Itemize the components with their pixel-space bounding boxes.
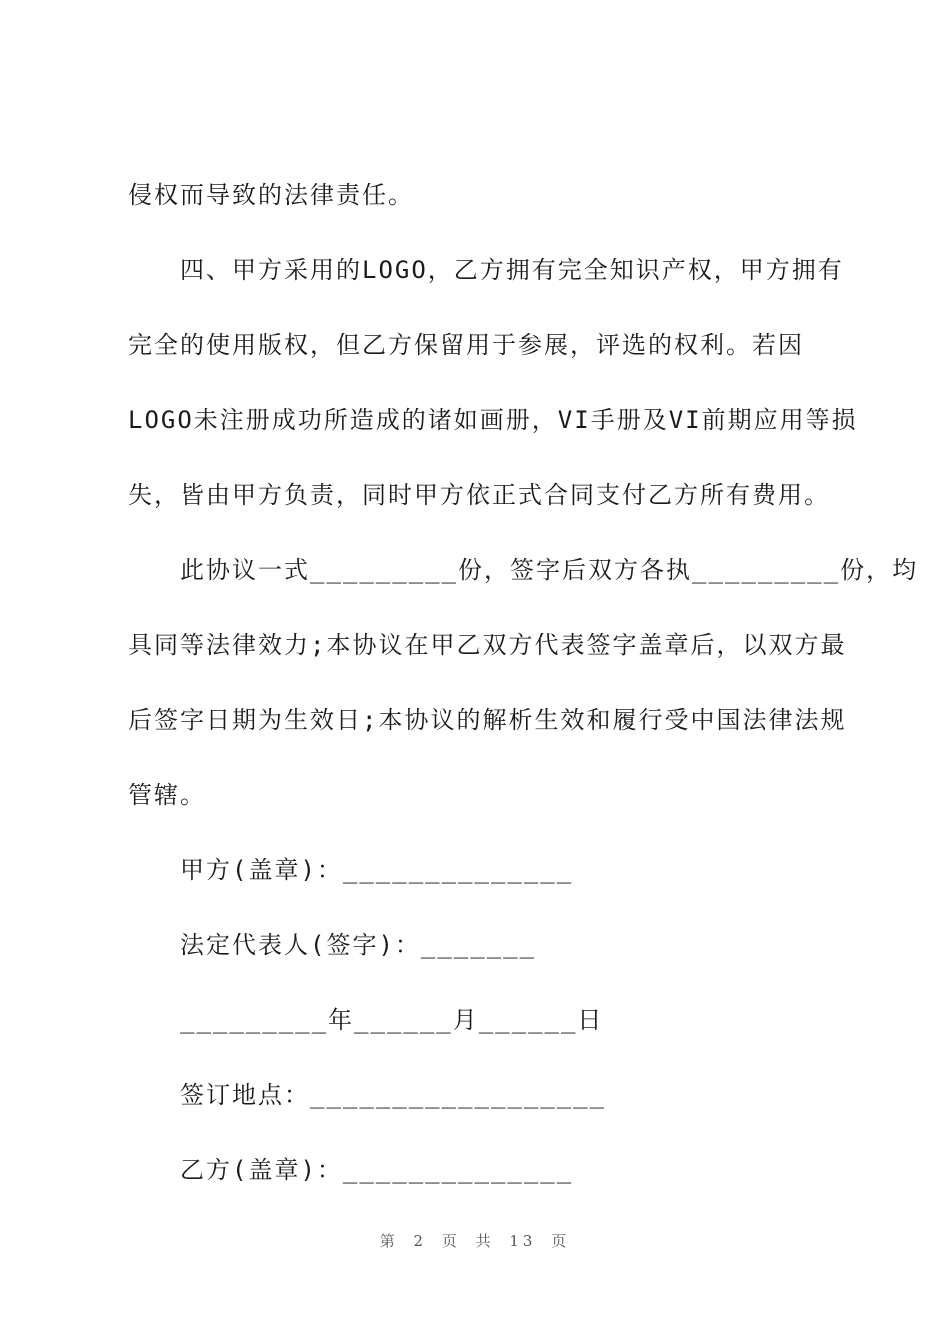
text-line-5: 失，皆由甲方负责，同时甲方依正式合同支付乙方所有费用。 (128, 481, 830, 509)
text-line-7: 具同等法律效力;本协议在甲乙双方代表签字盖章后，以双方最 (128, 631, 847, 659)
text-line-9: 管辖。 (128, 781, 206, 809)
text-line-4: LOGO未注册成功所造成的诸如画册，VI手册及VI前期应用等损 (128, 406, 858, 434)
text-line-2: 四、甲方采用的LOGO，乙方拥有完全知识产权，甲方拥有 (180, 256, 844, 284)
signature-party-b: 乙方(盖章)：______________ (180, 1156, 574, 1184)
signature-party-a: 甲方(盖章)：______________ (180, 856, 574, 884)
text-line-8: 后签字日期为生效日;本协议的解析生效和履行受中国法律法规 (128, 706, 847, 734)
text-line-3: 完全的使用版权，但乙方保留用于参展，评选的权利。若因 (128, 331, 804, 359)
signature-place: 签订地点：__________________ (180, 1081, 607, 1109)
text-line-6: 此协议一式_________份，签字后双方各执_________份，均 (180, 556, 919, 584)
page-number-footer: 第 2 页 共 13 页 (379, 1232, 571, 1250)
text-line-1: 侵权而导致的法律责任。 (128, 181, 414, 209)
signature-legal-rep: 法定代表人(签字)：_______ (180, 931, 537, 959)
signature-date: _________年______月______日 (180, 1006, 604, 1034)
